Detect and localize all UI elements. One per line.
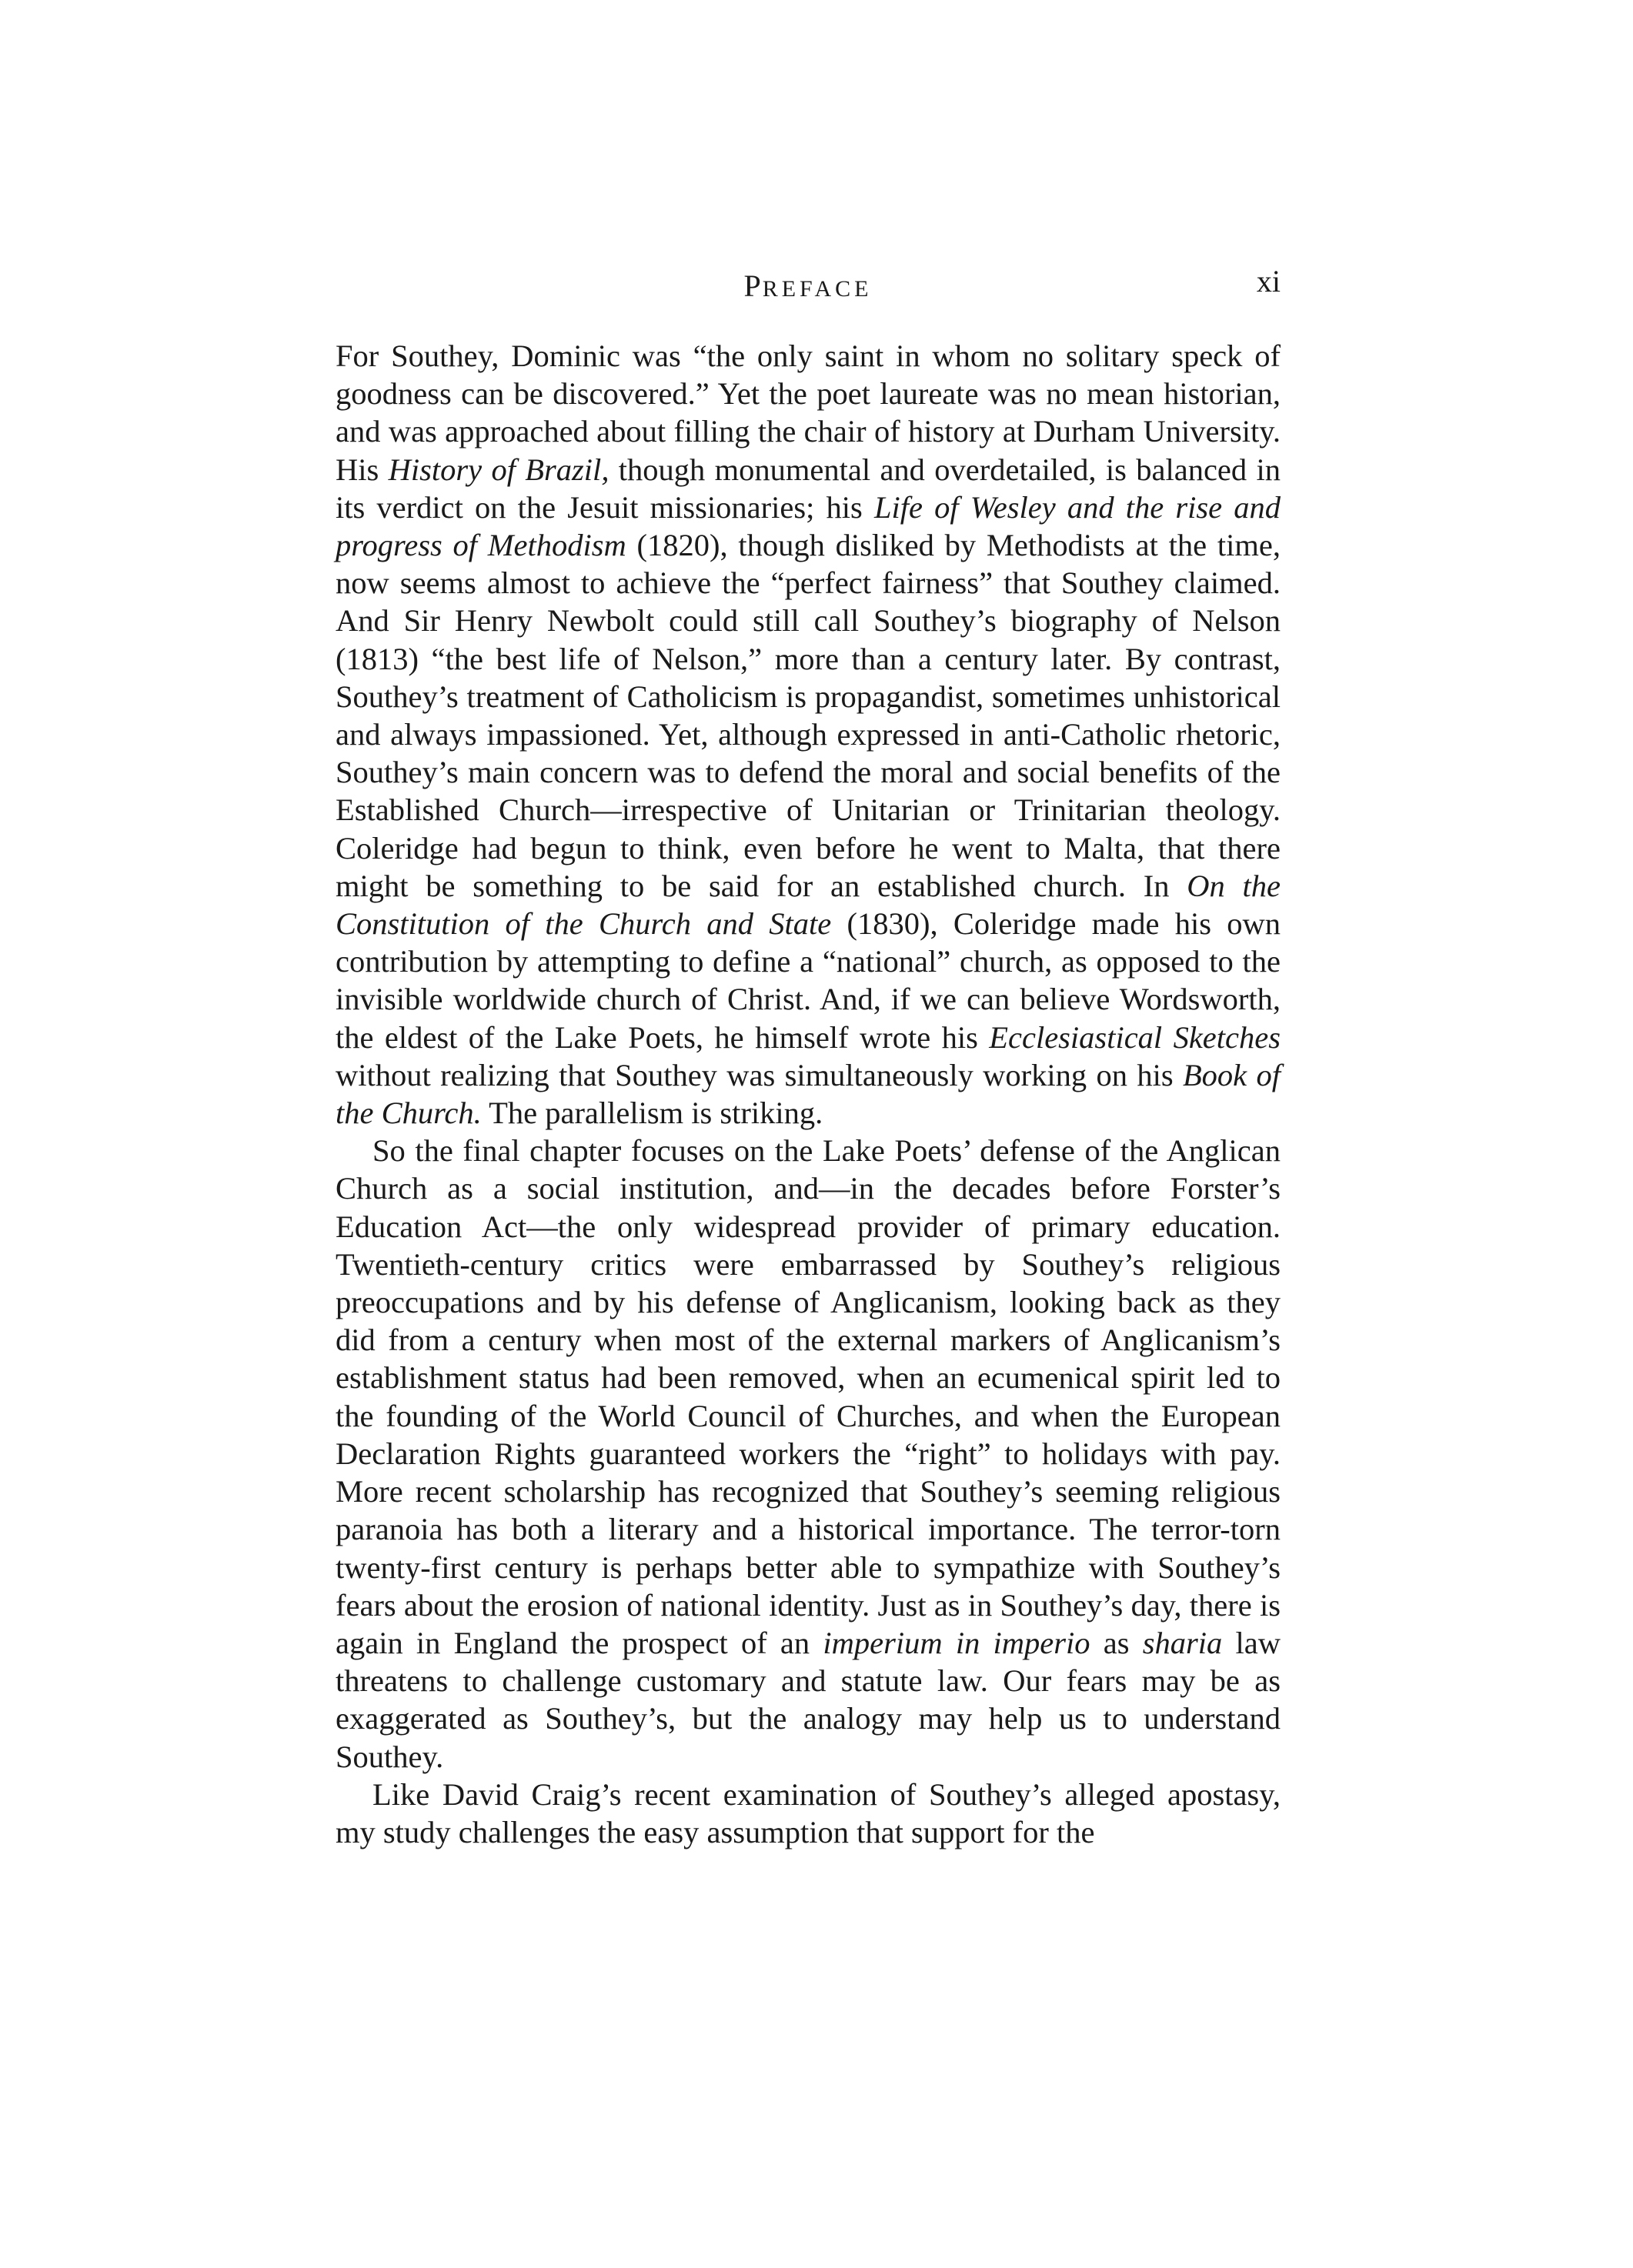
text-run: (1830), Coleridge made his own contribution by attempting to define a “national” church, as opposed to the invisible worldwide church of Christ. And, if we can believe Wordsworth, the eldest of the Lake Poets, he himself wrote his bbox=[336, 906, 1281, 1055]
running-title-rest: REFACE bbox=[762, 276, 873, 302]
text-run: though monumental and overdetailed, is balanced in its verdict on the Jesuit missionaries; his bbox=[336, 452, 1281, 525]
italic-title: Ecclesiastical Sketches bbox=[989, 1019, 1281, 1055]
text-run: So the final chapter focuses on the Lake Poets’ defense of the Anglican Church as a social institution, and—in the decades before Forster’s Education Act—the only widespread provider of primary education. Twentieth-century critics were embarrassed by Southey’s religious preoccupations and by his defense of Anglicanism, looking back as they did from a century when most of the external markers of Anglicanism’s establishment status had been removed, when an ecumenical spirit led to the founding of the World Council of Churches, and when the European Declaration Rights guaranteed workers the “right” to holidays with pay. More recent scholarship has recognized that Southey’s seeming religious paranoia has both a literary and a historical importance. The terror-torn twenty-first century is perhaps better able to sympathize with Southey’s fears about the erosion of national identity. Just as in Southey’s day, there is again in England the prospect of an bbox=[336, 1133, 1281, 1660]
running-title-initial: P bbox=[743, 268, 763, 303]
text-run: Like David Craig’s recent examination of Southey’s alleged apostasy, my study challenges the easy assumption that support for the bbox=[336, 1776, 1281, 1849]
text-run: without realizing that Southey was simultaneously working on his bbox=[336, 1057, 1183, 1092]
paragraph bbox=[336, 1776, 1281, 1851]
text-run: For Southey, Dominic was “the only saint in whom no solitary speck of goodness can be discovered.” Yet the poet laureate was no mean historian, and was approached about filling the chair of history at Durham University. His bbox=[336, 339, 1281, 487]
text-run: law threatens to challenge customary and statute law. Our fears may be as exaggerated as Southey’s, but the analogy may help us to understand Southey. bbox=[336, 1625, 1281, 1774]
paragraph bbox=[336, 337, 1281, 1132]
body-text bbox=[336, 337, 1281, 1851]
running-head bbox=[336, 262, 1281, 308]
paragraph bbox=[336, 1132, 1281, 1775]
italic-title: History of Brazil, bbox=[388, 452, 609, 487]
page-number: xi bbox=[1256, 264, 1281, 299]
italic-title: On the Constitution of the Church and State bbox=[336, 868, 1281, 942]
text-run: The parallelism is striking. bbox=[481, 1096, 823, 1131]
italic-title: Book of the Church. bbox=[336, 1057, 1281, 1131]
text-run: as bbox=[1090, 1625, 1143, 1660]
italic-title: Life of Wesley and the rise and progress of Methodism bbox=[336, 489, 1281, 563]
italic-title: sharia bbox=[1142, 1625, 1223, 1660]
text-run: (1820), though disliked by Methodists at the time, now seems almost to achieve the “perfect fairness” that Southey claimed. And Sir Henry Newbolt could still call Southey’s biography of Nelson (1813) “the best life of Nelson,” more than a century later. By contrast, Southey’s treatment of Catholicism is propagandist, sometimes unhistorical and always impassioned. Yet, although expressed in anti-Catholic rhetoric, Southey’s main concern was to defend the moral and social benefits of the Established Church—irrespective of Unitarian or Trinitarian theology. Coleridge had begun to think, even before he went to Malta, that there might be something to be said for an established church. In bbox=[336, 528, 1281, 903]
italic-title: imperium in imperio bbox=[823, 1625, 1090, 1660]
running-title bbox=[336, 268, 1281, 304]
